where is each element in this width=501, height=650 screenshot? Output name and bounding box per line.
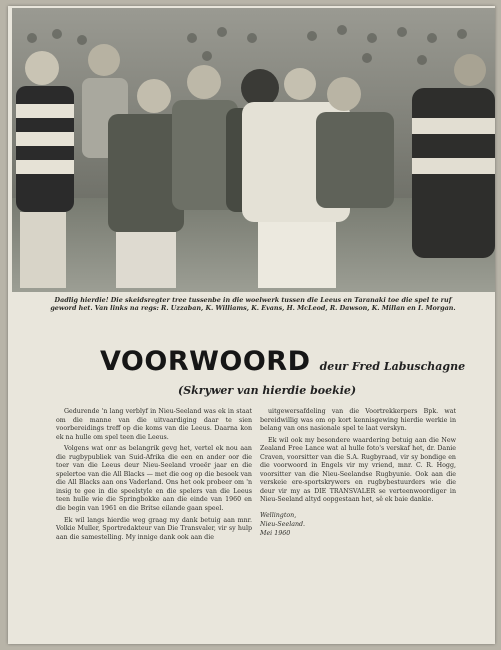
paragraph: Ek wil langs hierdie weg graag my dank betuig aan mnr. Volkie Muller, Sportredakteur van Die Transvaler, vir sy hulp aan die samestelling. My innige dank ook aan die	[56, 516, 252, 541]
paragraph: Gedurende 'n lang verblyf in Nieu-Seeland was ek in staat om die manne van die uitvaardiging daar te sien voorbereidings treff op die koms van die Leeus. Daarna kon ek na hulle om spel teen die Leeus.	[56, 408, 252, 441]
paragraph: Volgens wat onr as belangrik gevg het, vertel ek nou aan die rugbypubliek van Suid-Afrika die een en ander oor die toer van die Leeus deur Nieu-Seeland vroeër jaar en die spelertoe van die All Blacks — met die oog op die besoek van die All Blacks aan ons Vaderland. Ons het ook probeer om 'n insig te gee in die speelstyle en die spelers van die Leeus teen hulle wie die Springbokke aan die einde van 1960 en die begin van 1961 en die Britse eilande gaan speel.	[56, 445, 252, 513]
text-column-left	[56, 408, 252, 545]
photo-caption: Dadlig hierdie! Die skeidsregter tree tussenbe in die woelwerk tussen die Leeus en Taranaki toe die spel te ruf geword het. Van links na regs: R. Uzzaban, K. Williams, K. Evans, H. McLeod, R. Dawson, K. Millan en I. Morgan.	[50, 296, 456, 313]
page-title: VOORWOORD	[100, 346, 311, 377]
paragraph: uitgewersafdeling van die Voortrekkerpers Bpk. wat bereidwillig was om op kort kennisgewing hierdie werkie in belang van ons nasionale spel te laat verskyn.	[260, 408, 456, 433]
paragraph: Ek wil ook my besondere waardering betuig aan die New Zealand Free Lance wat al hulle foto's verskaf het, dr. Danie Craven, voorsitter van die S.A. Rugbyraad, vir sy bondige en die voorwoord in Engels vir my vriend, mnr. C. R. Hogg, voorsitter van die Nieu-Seelandse Rugbyunie. Ook aan die verskeie ere-sportskrywers en rugbybestuurders wie die deur vir my as DIE TRANSVALER se verteenwoordiger in Nieu-Seeland altyd oopgestaan het, sê ek baie dankie.	[260, 436, 456, 504]
magazine-page	[8, 6, 495, 644]
page-subtitle: (Skrywer van hierdie boekie)	[178, 384, 357, 397]
signoff	[260, 511, 456, 538]
heading-row	[100, 346, 480, 377]
photo-illustration	[12, 8, 495, 292]
rugby-players-photo	[12, 8, 495, 292]
signoff-place: Wellington,	[260, 512, 297, 520]
author-byline: deur Fred Labuschagne	[319, 360, 466, 373]
text-column-right	[260, 408, 456, 538]
signoff-country: Nieu-Seeland.	[260, 521, 306, 529]
signoff-date: Mei 1960	[260, 530, 291, 538]
